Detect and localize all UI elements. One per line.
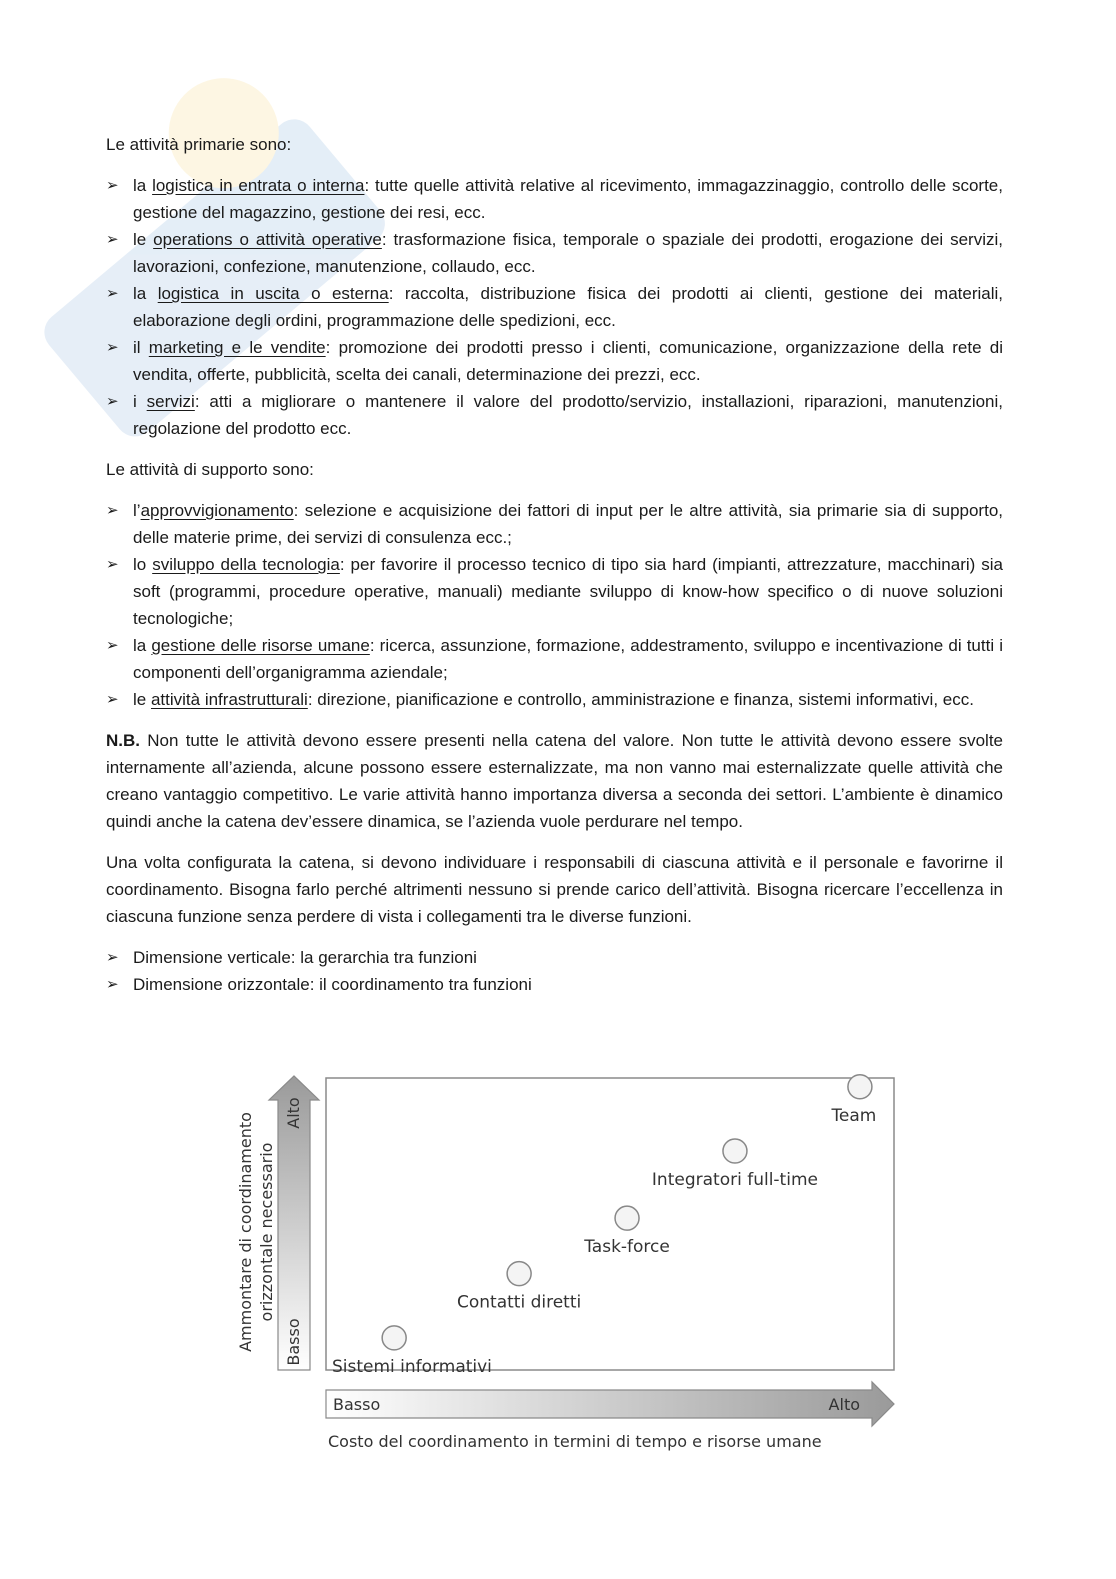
- nb-paragraph: [106, 727, 1003, 835]
- item-description: : tutte quelle attività relative al ricevimento, immagazzinaggio, controllo delle scorte, gestione del magazzino, gestione dei resi, ecc.: [133, 176, 1003, 222]
- list-item: [106, 971, 1003, 998]
- item-description: : ricerca, assunzione, formazione, addestramento, sviluppo e incentivazione di tutti i componenti dell’organigramma aziendale;: [133, 636, 1003, 682]
- data-point: [848, 1075, 872, 1099]
- arrow-bullet-icon: ➢: [106, 555, 119, 573]
- item-description: : promozione dei prodotti presso i clienti, comunicazione, organizzazione della rete di vendita, offerte, pubblicità, scelta dei canali, determinazione dei prezzi, ecc.: [133, 338, 1004, 384]
- item-term: logistica in uscita o esterna: [157, 284, 389, 303]
- item-term: attività infrastrutturali: [150, 690, 308, 709]
- y-axis-low-label: Basso: [284, 1318, 303, 1366]
- support-activities-intro: Le attività di supporto sono:: [106, 460, 314, 479]
- item-prefix: la: [133, 636, 152, 655]
- item-description: : selezione e acquisizione dei fattori di input per le altre attività, sia primarie sia di supporto, delle materie prime, dei servizi di consulenza ecc.;: [133, 501, 1003, 547]
- dimension-vertical: Dimensione verticale: la gerarchia tra funzioni: [133, 948, 477, 967]
- arrow-bullet-icon: ➢: [106, 338, 119, 356]
- data-point: [723, 1139, 747, 1163]
- arrow-bullet-icon: ➢: [106, 284, 119, 302]
- item-term: gestione delle risorse umane: [151, 636, 370, 655]
- arrow-bullet-icon: ➢: [106, 176, 119, 194]
- primary-activities-intro: Le attività primarie sono:: [106, 135, 292, 154]
- item-term: approvvigionamento: [140, 501, 294, 520]
- support-activities-list: [106, 497, 1003, 713]
- arrow-bullet-icon: ➢: [106, 975, 119, 993]
- list-item: [106, 497, 1003, 551]
- coordination-chart: [222, 1070, 902, 1460]
- dimensions-list: [106, 944, 1003, 998]
- data-point-label: Contatti diretti: [457, 1292, 582, 1313]
- arrow-bullet-icon: ➢: [106, 636, 119, 654]
- data-point-label: Team: [831, 1105, 877, 1126]
- list-item: [106, 388, 1003, 442]
- item-term: logistica in entrata o interna: [152, 176, 365, 195]
- list-item: [106, 334, 1003, 388]
- arrow-bullet-icon: ➢: [106, 948, 119, 966]
- nb-label: N.B.: [106, 731, 140, 750]
- list-item: [106, 632, 1003, 686]
- data-point: [382, 1326, 406, 1350]
- item-description: : per favorire il processo tecnico di tipo sia hard (impianti, attrezzature, macchinari) sia soft (programmi, procedure operative, manuali) mediante sviluppo di know-how specifico o di nuove soluzioni tecnologiche;: [133, 555, 1003, 628]
- list-item: [106, 944, 1003, 971]
- x-axis-low-label: Basso: [333, 1395, 381, 1414]
- data-point-label: Integratori full-time: [651, 1170, 818, 1190]
- arrow-bullet-icon: ➢: [106, 501, 119, 519]
- item-term: servizi: [146, 392, 195, 411]
- item-term: operations o attività operative: [153, 230, 382, 249]
- dimension-horizontal: Dimensione orizzontale: il coordinamento tra funzioni: [133, 975, 532, 994]
- horizontal-axis-arrow: [326, 1382, 894, 1426]
- item-term: sviluppo della tecnologia: [152, 555, 340, 574]
- item-description: : atti a migliorare o mantenere il valore del prodotto/servizio, installazioni, riparazioni, manutenzioni, regolazione del prodotto ecc.: [133, 392, 1004, 438]
- data-point: [615, 1206, 639, 1230]
- item-description: : trasformazione fisica, temporale o spaziale dei prodotti, erogazione dei servizi, lavorazioni, confezione, manutenzione, collaudo, ecc.: [133, 230, 1003, 276]
- document-body: [106, 131, 1003, 1012]
- x-axis-high-label: Alto: [828, 1395, 860, 1414]
- data-point: [507, 1262, 531, 1286]
- list-item: [106, 551, 1003, 632]
- coordination-chart-svg: [222, 1070, 902, 1460]
- item-prefix: i: [133, 392, 147, 411]
- plot-frame: [326, 1078, 894, 1370]
- arrow-bullet-icon: ➢: [106, 230, 119, 248]
- data-point-label: Sistemi informativi: [332, 1356, 492, 1377]
- arrow-bullet-icon: ➢: [106, 392, 119, 410]
- y-axis-high-label: Alto: [284, 1097, 303, 1129]
- item-prefix: le: [133, 230, 154, 249]
- list-item: [106, 172, 1003, 226]
- item-prefix: l’: [133, 501, 141, 520]
- primary-activities-list: [106, 172, 1003, 442]
- item-prefix: la: [133, 284, 158, 303]
- nb-text: Non tutte le attività devono essere presenti nella catena del valore. Non tutte le attività devono essere svolte internamente all’azienda, alcune possono essere esternalizzate, ma non vanno mai esternalizzate quelle attività che creano vantaggio competitivo. Le varie attività hanno importanza diversa a seconda dei settori. L’ambiente è dinamico quindi anche la catena dev’essere dinamica, se l’azienda vuole perdurare nel tempo.: [106, 731, 1003, 831]
- coordination-paragraph: Una volta configurata la catena, si devono individuare i responsabili di ciascuna attività e il personale e favorirne il coordinamento. Bisogna farlo perché altrimenti nessuno si prende carico dell’attività. Bisogna ricercare l’eccellenza in ciascuna funzione senza perdere di vista i collegamenti tra le diverse funzioni.: [106, 853, 1003, 926]
- x-axis-label: Costo del coordinamento in termini di tempo e risorse umane: [328, 1432, 822, 1451]
- item-prefix: le: [133, 690, 151, 709]
- item-prefix: il: [133, 338, 149, 357]
- arrow-bullet-icon: ➢: [106, 690, 119, 708]
- list-item: [106, 280, 1003, 334]
- item-term: marketing e le vendite: [148, 338, 326, 357]
- list-item: [106, 226, 1003, 280]
- item-description: : raccolta, distribuzione fisica dei prodotti ai clienti, gestione dei materiali, elaborazione degli ordini, programmazione delle spedizioni, ecc.: [133, 284, 1004, 330]
- item-prefix: lo: [133, 555, 153, 574]
- item-description: : direzione, pianificazione e controllo, amministrazione e finanza, sistemi informativi, ecc.: [307, 690, 974, 709]
- item-prefix: la: [133, 176, 153, 195]
- list-item: [106, 686, 1003, 713]
- y-axis-label-line1: Ammontare di coordinamento: [236, 1112, 255, 1352]
- data-point-label: Task-force: [584, 1237, 670, 1258]
- y-axis-label-line2: orizzontale necessario: [257, 1142, 276, 1322]
